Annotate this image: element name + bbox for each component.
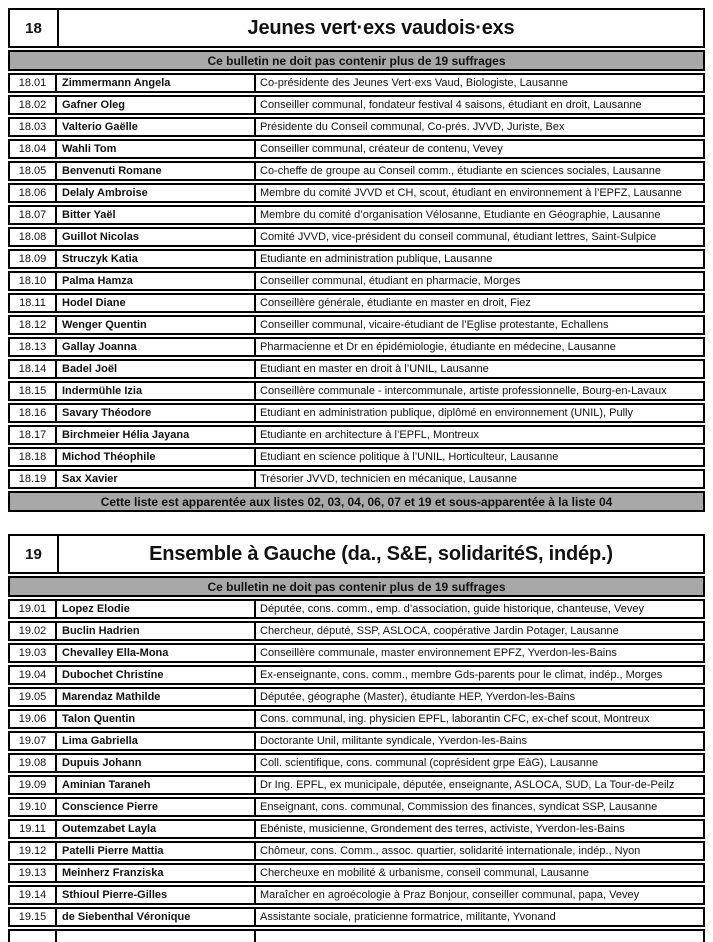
candidate-description: Comité JVVD, vice-président du conseil communal, étudiant lettres, Saint-Sulpice <box>260 231 657 243</box>
candidate-name: Dupuis Johann <box>57 755 256 771</box>
candidate-description: Coll. scientifique, cons. communal (coprésident grpe EàG), Lausanne <box>260 757 599 769</box>
table-row <box>8 731 705 751</box>
list-number: 19 <box>10 536 59 572</box>
table-row <box>8 381 705 401</box>
candidate-name: Indermühle Izia <box>57 383 256 399</box>
ballot-list-19 <box>8 534 705 942</box>
candidate-description: Etudiant en administration publique, diplômé en environnement (UNIL), Pully <box>260 407 633 419</box>
candidate-number: 19.01 <box>10 601 57 617</box>
candidate-number: 18.16 <box>10 405 57 421</box>
candidate-description: Etudiant en science politique à l’UNIL, Horticulteur, Lausanne <box>260 451 559 463</box>
candidate-description: Conseillère communale - intercommunale, artiste professionnelle, Bourg-en-Lavaux <box>260 385 667 397</box>
ballot-list-18 <box>8 8 705 512</box>
candidate-description: Etudiante en architecture à l’EPFL, Montreux <box>260 429 479 441</box>
table-row <box>8 73 705 93</box>
table-row <box>8 161 705 181</box>
candidate-number: 19.05 <box>10 689 57 705</box>
candidate-name: Guillot Nicolas <box>57 229 256 245</box>
suffrage-limit-bar: Ce bulletin ne doit pas contenir plus de 19 suffrages <box>8 576 705 597</box>
candidate-name: Benvenuti Romane <box>57 163 256 179</box>
table-row <box>8 885 705 905</box>
candidate-description: Conseiller communal, vicaire-étudiant de l’Eglise protestante, Echallens <box>260 319 609 331</box>
table-row <box>8 841 705 861</box>
candidate-name: Dubochet Christine <box>57 667 256 683</box>
candidate-name: Palma Hamza <box>57 273 256 289</box>
candidate-name: Aminian Taraneh <box>57 777 256 793</box>
table-row <box>8 403 705 423</box>
candidate-number: 19.08 <box>10 755 57 771</box>
candidate-number: 18.13 <box>10 339 57 355</box>
candidate-description: Pharmacienne et Dr en épidémiologie, étudiante en médecine, Lausanne <box>260 341 616 353</box>
candidate-name: Hodel Diane <box>57 295 256 311</box>
candidate-description <box>256 931 703 942</box>
candidate-name: Outemzabet Layla <box>57 821 256 837</box>
candidate-name: Meinherz Franziska <box>57 865 256 881</box>
candidate-name: Sthioul Pierre-Gilles <box>57 887 256 903</box>
candidate-number: 18.14 <box>10 361 57 377</box>
candidate-description: Doctorante Unil, militante syndicale, Yverdon-les-Bains <box>260 735 527 747</box>
candidates-table <box>8 599 705 927</box>
candidate-name: Lima Gabriella <box>57 733 256 749</box>
list-title: Jeunes vert·exs vaudois·exs <box>247 16 515 39</box>
candidate-description: Membre du comité d’organisation Vélosanne, Etudiante en Géographie, Lausanne <box>260 209 661 221</box>
candidate-name: Gallay Joanna <box>57 339 256 355</box>
candidate-description: Trésorier JVVD, technicien en mécanique, Lausanne <box>260 473 518 485</box>
apparentement-bar: Cette liste est apparentée aux listes 02, 03, 04, 06, 07 et 19 et sous-apparentée à la liste 04 <box>8 491 705 512</box>
candidate-description: Membre du comité JVVD et CH, scout, étudiant en environnement à l’EPFZ, Lausanne <box>260 187 682 199</box>
candidate-description: Etudiante en administration publique, Lausanne <box>260 253 493 265</box>
candidate-description: Cons. communal, ing. physicien EPFL, laborantin CFC, ex-chef scout, Montreux <box>260 713 650 725</box>
candidate-number: 18.04 <box>10 141 57 157</box>
candidate-name <box>57 931 256 942</box>
table-row <box>8 271 705 291</box>
candidate-description: Assistante sociale, praticienne formatrice, militante, Yvonand <box>260 911 556 923</box>
candidate-number: 18.15 <box>10 383 57 399</box>
candidate-name: Marendaz Mathilde <box>57 689 256 705</box>
candidate-number: 18.08 <box>10 229 57 245</box>
candidate-number: 18.07 <box>10 207 57 223</box>
table-row <box>8 447 705 467</box>
candidate-name: Bitter Yaël <box>57 207 256 223</box>
candidate-description: Co-cheffe de groupe au Conseil comm., étudiante en sciences sociales, Lausanne <box>260 165 661 177</box>
candidate-number: 18.06 <box>10 185 57 201</box>
candidate-description: Ex-enseignante, cons. comm., membre Gds-parents pour le climat, indép., Morges <box>260 669 663 681</box>
candidate-name: Michod Théophile <box>57 449 256 465</box>
table-row <box>8 249 705 269</box>
table-row <box>8 205 705 225</box>
candidate-name: Buclin Hadrien <box>57 623 256 639</box>
candidate-name: Gafner Oleg <box>57 97 256 113</box>
candidate-number: 19.11 <box>10 821 57 837</box>
candidate-name: Lopez Elodie <box>57 601 256 617</box>
candidate-number: 18.09 <box>10 251 57 267</box>
table-row <box>8 227 705 247</box>
candidate-name: Sax Xavier <box>57 471 256 487</box>
candidate-description: Etudiant en master en droit à l’UNIL, Lausanne <box>260 363 489 375</box>
table-row-partial <box>8 929 705 942</box>
candidate-number: 18.03 <box>10 119 57 135</box>
table-row <box>8 425 705 445</box>
candidate-name: Badel Joël <box>57 361 256 377</box>
table-row <box>8 863 705 883</box>
candidate-number: 18.17 <box>10 427 57 443</box>
candidate-description: Conseillère communale, master environnement EPFZ, Yverdon-les-Bains <box>260 647 617 659</box>
candidate-description: Ebéniste, musicienne, Grondement des terres, activiste, Yverdon-les-Bains <box>260 823 625 835</box>
candidate-number: 19.09 <box>10 777 57 793</box>
table-row <box>8 293 705 313</box>
table-row <box>8 469 705 489</box>
candidate-number: 18.19 <box>10 471 57 487</box>
table-row <box>8 709 705 729</box>
candidate-number: 19.10 <box>10 799 57 815</box>
candidate-description: Chercheuxe en mobilité & urbanisme, conseil communal, Lausanne <box>260 867 589 879</box>
suffrage-limit-bar: Ce bulletin ne doit pas contenir plus de 19 suffrages <box>8 50 705 71</box>
candidate-name: Talon Quentin <box>57 711 256 727</box>
table-row <box>8 359 705 379</box>
candidate-name: Zimmermann Angela <box>57 75 256 91</box>
candidate-number: 19.06 <box>10 711 57 727</box>
candidate-description: Enseignant, cons. communal, Commission des finances, syndicat SSP, Lausanne <box>260 801 658 813</box>
candidate-number: 18.18 <box>10 449 57 465</box>
candidate-number: 19.14 <box>10 887 57 903</box>
table-row <box>8 643 705 663</box>
candidate-name: de Siebenthal Véronique <box>57 909 256 925</box>
candidate-description: Conseiller communal, créateur de contenu, Vevey <box>260 143 503 155</box>
candidate-description: Chômeur, cons. Comm., assoc. quartier, solidarité internationale, indép., Nyon <box>260 845 641 857</box>
table-row <box>8 797 705 817</box>
list-header <box>8 8 705 48</box>
table-row <box>8 95 705 115</box>
candidate-number: 19.07 <box>10 733 57 749</box>
table-row <box>8 819 705 839</box>
list-number: 18 <box>10 10 59 46</box>
candidate-name: Chevalley Ella-Mona <box>57 645 256 661</box>
candidate-name: Struczyk Katia <box>57 251 256 267</box>
table-row <box>8 907 705 927</box>
candidate-number: 18.05 <box>10 163 57 179</box>
candidate-description: Dr Ing. EPFL, ex municipale, députée, enseignante, ASLOCA, SUD, La Tour-de-Peilz <box>260 779 675 791</box>
list-header <box>8 534 705 574</box>
candidate-number: 19.13 <box>10 865 57 881</box>
candidate-number: 19.02 <box>10 623 57 639</box>
table-row <box>8 599 705 619</box>
candidate-number: 19.03 <box>10 645 57 661</box>
list-title: Ensemble à Gauche (da., S&E, solidaritéS, indép.) <box>149 542 613 565</box>
candidate-number: 18.01 <box>10 75 57 91</box>
table-row <box>8 337 705 357</box>
candidate-number: 19.04 <box>10 667 57 683</box>
candidate-description: Chercheur, député, SSP, ASLOCA, coopérative Jardin Potager, Lausanne <box>260 625 619 637</box>
candidate-description: Conseiller communal, étudiant en pharmacie, Morges <box>260 275 521 287</box>
candidate-number: 18.12 <box>10 317 57 333</box>
candidate-number: 18.11 <box>10 295 57 311</box>
table-row <box>8 139 705 159</box>
candidate-name: Conscience Pierre <box>57 799 256 815</box>
candidate-number: 19.15 <box>10 909 57 925</box>
candidate-description: Maraîcher en agroécologie à Praz Bonjour, conseiller communal, papa, Vevey <box>260 889 640 901</box>
candidate-number <box>10 931 57 942</box>
candidate-name: Valterio Gaëlle <box>57 119 256 135</box>
candidate-name: Birchmeier Hélia Jayana <box>57 427 256 443</box>
candidate-name: Wenger Quentin <box>57 317 256 333</box>
candidate-description: Députée, géographe (Master), étudiante HEP, Yverdon-les-Bains <box>260 691 576 703</box>
candidate-description: Députée, cons. comm., emp. d’association, guide historique, chanteuse, Vevey <box>260 603 644 615</box>
candidate-description: Présidente du Conseil communal, Co-prés. JVVD, Juriste, Bex <box>260 121 565 133</box>
candidate-name: Patelli Pierre Mattia <box>57 843 256 859</box>
candidates-table <box>8 73 705 489</box>
candidate-description: Conseiller communal, fondateur festival 4 saisons, étudiant en droit, Lausanne <box>260 99 642 111</box>
table-row <box>8 315 705 335</box>
candidate-description: Conseillère générale, étudiante en master en droit, Fiez <box>260 297 531 309</box>
candidate-name: Delaly Ambroise <box>57 185 256 201</box>
candidate-name: Savary Théodore <box>57 405 256 421</box>
candidate-number: 18.02 <box>10 97 57 113</box>
table-row <box>8 687 705 707</box>
table-row <box>8 117 705 137</box>
table-row <box>8 183 705 203</box>
table-row <box>8 665 705 685</box>
candidate-number: 18.10 <box>10 273 57 289</box>
table-row <box>8 775 705 795</box>
table-row <box>8 621 705 641</box>
table-row <box>8 753 705 773</box>
candidate-name: Wahli Tom <box>57 141 256 157</box>
candidate-description: Co-présidente des Jeunes Vert·exs Vaud, Biologiste, Lausanne <box>260 77 568 89</box>
candidate-number: 19.12 <box>10 843 57 859</box>
